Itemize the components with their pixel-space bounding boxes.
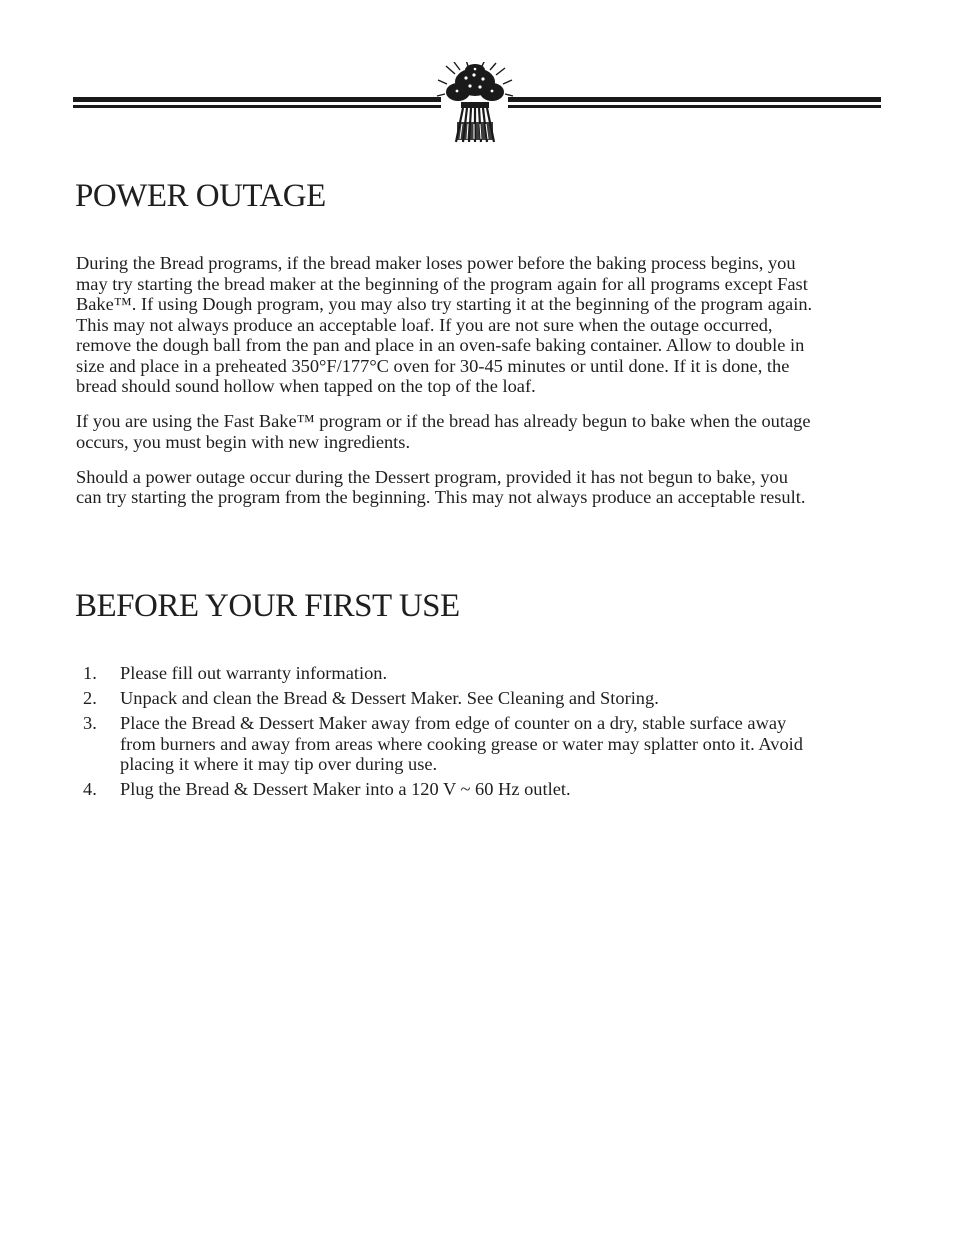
paragraph: If you are using the Fast Bake™ program or if the bread has already begun to bake when the outage occurs, you must begin with new ingredients. (76, 411, 811, 452)
power-outage-body (76, 253, 816, 522)
power-outage-title: POWER OUTAGE (75, 178, 326, 214)
step-number: 4. (83, 779, 97, 799)
header-rule (0, 62, 954, 146)
paragraph: During the Bread programs, if the bread maker loses power before the baking process begins, you may try starting the bread maker at the beginning of the program again for all programs except Fast Bake™. If using Dough program, you may also try starting it at the beginning of the program again. This may not always produce an acceptable loaf. If you are not sure when the outage occurred, remove the dough ball from the pan and place in an oven-safe baking container. Allow to double in size and place in a preheated 350°F/177°C oven for 30-45 minutes or until done. If it is done, the bread should sound hollow when tapped on the top of the loaf. (76, 253, 813, 396)
step-text: Plug the Bread & Dessert Maker into a 120 V ~ 60 Hz outlet. (120, 779, 571, 799)
step-text: Place the Bread & Dessert Maker away from edge of counter on a dry, stable surface away from burners and away from areas where cooking grease or water may splatter onto it. Avoid placing it where it may tip over during use. (120, 713, 803, 774)
step-text: Please fill out warranty information. (120, 663, 388, 683)
step-number: 3. (83, 713, 97, 733)
wheat-sheaf-icon (437, 62, 513, 142)
before-first-use-title: BEFORE YOUR FIRST USE (75, 588, 460, 624)
steps-list (76, 663, 816, 804)
list-item (76, 713, 816, 775)
paragraph: Should a power outage occur during the Dessert program, provided it has not begun to bake, you can try starting the program from the beginning. This may not always produce an acceptable result. (76, 466, 806, 507)
step-number: 2. (83, 688, 97, 708)
list-item (76, 779, 816, 800)
list-item (76, 688, 816, 709)
list-item (76, 663, 816, 684)
step-number: 1. (83, 663, 97, 683)
step-text: Unpack and clean the Bread & Dessert Maker. See Cleaning and Storing. (120, 688, 659, 708)
